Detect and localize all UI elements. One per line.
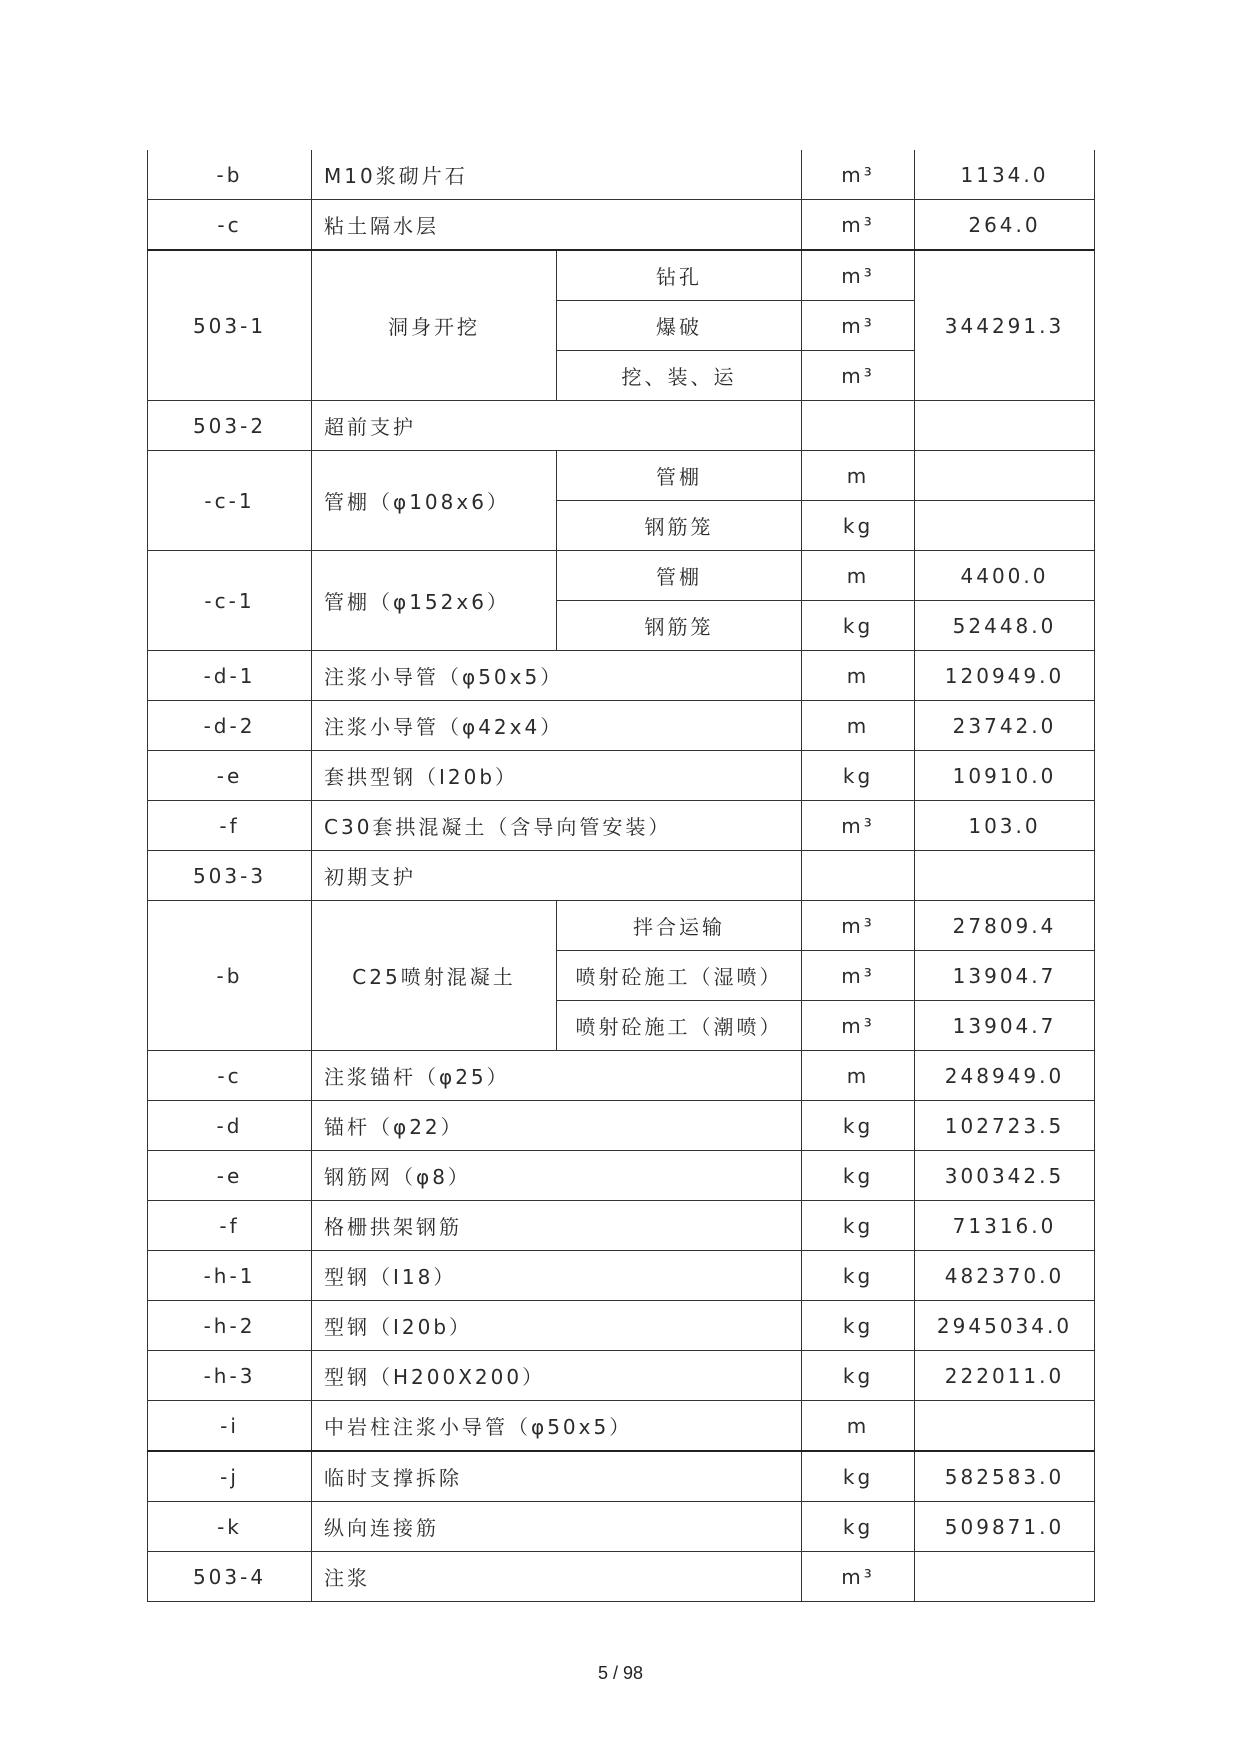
item-unit: m³ bbox=[802, 1001, 915, 1051]
item-name: 钢筋网（φ8） bbox=[312, 1151, 802, 1201]
item-unit: m³ bbox=[802, 901, 915, 951]
quantity-table bbox=[147, 150, 1095, 1602]
sub-item-name: 拌合运输 bbox=[557, 901, 802, 951]
item-code: -h-1 bbox=[148, 1251, 312, 1301]
item-unit: kg bbox=[802, 751, 915, 801]
item-name: 超前支护 bbox=[312, 401, 802, 451]
table-row bbox=[148, 200, 1095, 251]
item-code: 503-1 bbox=[148, 250, 312, 401]
item-code: -f bbox=[148, 1201, 312, 1251]
table-row bbox=[148, 1401, 1095, 1452]
item-quantity bbox=[915, 401, 1095, 451]
item-code: -c bbox=[148, 200, 312, 251]
sub-item-name: 爆破 bbox=[557, 301, 802, 351]
item-name: 初期支护 bbox=[312, 851, 802, 901]
item-quantity: 13904.7 bbox=[915, 951, 1095, 1001]
item-unit bbox=[802, 851, 915, 901]
item-quantity: 482370.0 bbox=[915, 1251, 1095, 1301]
item-code: -b bbox=[148, 150, 312, 200]
table-row bbox=[148, 1552, 1095, 1602]
table-row bbox=[148, 250, 1095, 301]
item-code: -c-1 bbox=[148, 451, 312, 551]
item-unit: m bbox=[802, 701, 915, 751]
item-quantity: 10910.0 bbox=[915, 751, 1095, 801]
item-unit: m bbox=[802, 651, 915, 701]
item-unit: m³ bbox=[802, 200, 915, 251]
sub-item-name: 挖、装、运 bbox=[557, 351, 802, 401]
item-unit: m bbox=[802, 1051, 915, 1101]
item-name: 管棚（φ108x6） bbox=[312, 451, 557, 551]
item-quantity: 23742.0 bbox=[915, 701, 1095, 751]
item-quantity: 1134.0 bbox=[915, 150, 1095, 200]
item-unit: m bbox=[802, 451, 915, 501]
table-row bbox=[148, 851, 1095, 901]
item-name: C25喷射混凝土 bbox=[312, 901, 557, 1051]
item-name: 套拱型钢（I20b） bbox=[312, 751, 802, 801]
item-unit: kg bbox=[802, 1101, 915, 1151]
table-row bbox=[148, 1101, 1095, 1151]
table-row bbox=[148, 1301, 1095, 1351]
table-row bbox=[148, 651, 1095, 701]
item-quantity: 52448.0 bbox=[915, 601, 1095, 651]
item-code: -i bbox=[148, 1401, 312, 1452]
table-row bbox=[148, 1502, 1095, 1552]
item-unit: kg bbox=[802, 1351, 915, 1401]
item-unit: kg bbox=[802, 1502, 915, 1552]
item-name: 临时支撑拆除 bbox=[312, 1451, 802, 1502]
table-row bbox=[148, 1201, 1095, 1251]
table-row bbox=[148, 751, 1095, 801]
table-row bbox=[148, 701, 1095, 751]
item-name: M10浆砌片石 bbox=[312, 150, 802, 200]
table-row bbox=[148, 150, 1095, 200]
item-unit: m³ bbox=[802, 250, 915, 301]
item-unit: kg bbox=[802, 501, 915, 551]
item-quantity bbox=[915, 851, 1095, 901]
item-quantity: 248949.0 bbox=[915, 1051, 1095, 1101]
item-quantity: 582583.0 bbox=[915, 1451, 1095, 1502]
sub-item-name: 钢筋笼 bbox=[557, 601, 802, 651]
item-quantity: 4400.0 bbox=[915, 551, 1095, 601]
item-unit bbox=[802, 401, 915, 451]
item-quantity: 2945034.0 bbox=[915, 1301, 1095, 1351]
item-unit: kg bbox=[802, 601, 915, 651]
item-code: -b bbox=[148, 901, 312, 1051]
item-quantity: 120949.0 bbox=[915, 651, 1095, 701]
item-name: 型钢（H200X200） bbox=[312, 1351, 802, 1401]
item-name: 管棚（φ152x6） bbox=[312, 551, 557, 651]
item-quantity: 344291.3 bbox=[915, 250, 1095, 401]
table-row bbox=[148, 901, 1095, 951]
item-unit: kg bbox=[802, 1451, 915, 1502]
item-code: -d bbox=[148, 1101, 312, 1151]
table-row bbox=[148, 801, 1095, 851]
table-row bbox=[148, 1051, 1095, 1101]
item-name: 型钢（I20b） bbox=[312, 1301, 802, 1351]
item-unit: m³ bbox=[802, 1552, 915, 1602]
item-name: 格栅拱架钢筋 bbox=[312, 1201, 802, 1251]
table-row bbox=[148, 401, 1095, 451]
item-unit: kg bbox=[802, 1301, 915, 1351]
item-unit: m³ bbox=[802, 951, 915, 1001]
item-name: 注浆小导管（φ42x4） bbox=[312, 701, 802, 751]
item-name: 型钢（I18） bbox=[312, 1251, 802, 1301]
item-quantity: 71316.0 bbox=[915, 1201, 1095, 1251]
item-code: -h-3 bbox=[148, 1351, 312, 1401]
item-quantity: 222011.0 bbox=[915, 1351, 1095, 1401]
item-quantity bbox=[915, 451, 1095, 501]
item-name: 注浆小导管（φ50x5） bbox=[312, 651, 802, 701]
item-unit: m bbox=[802, 1401, 915, 1452]
table-row bbox=[148, 1351, 1095, 1401]
item-quantity bbox=[915, 1401, 1095, 1452]
item-unit: m bbox=[802, 551, 915, 601]
item-quantity bbox=[915, 501, 1095, 551]
item-code: -e bbox=[148, 751, 312, 801]
sub-item-name: 钻孔 bbox=[557, 250, 802, 301]
item-name: 中岩柱注浆小导管（φ50x5） bbox=[312, 1401, 802, 1452]
table-row bbox=[148, 1451, 1095, 1502]
sub-item-name: 管棚 bbox=[557, 551, 802, 601]
item-quantity: 27809.4 bbox=[915, 901, 1095, 951]
item-unit: kg bbox=[802, 1251, 915, 1301]
item-quantity: 102723.5 bbox=[915, 1101, 1095, 1151]
item-quantity bbox=[915, 1552, 1095, 1602]
item-code: 503-3 bbox=[148, 851, 312, 901]
table-row bbox=[148, 451, 1095, 501]
item-unit: m³ bbox=[802, 351, 915, 401]
table-row bbox=[148, 551, 1095, 601]
sub-item-name: 喷射砼施工（湿喷） bbox=[557, 951, 802, 1001]
item-unit: m³ bbox=[802, 801, 915, 851]
item-code: -c-1 bbox=[148, 551, 312, 651]
item-quantity: 13904.7 bbox=[915, 1001, 1095, 1051]
item-code: -j bbox=[148, 1451, 312, 1502]
item-unit: kg bbox=[802, 1201, 915, 1251]
item-code: 503-4 bbox=[148, 1552, 312, 1602]
item-name: 锚杆（φ22） bbox=[312, 1101, 802, 1151]
sub-item-name: 钢筋笼 bbox=[557, 501, 802, 551]
item-name: 注浆锚杆（φ25） bbox=[312, 1051, 802, 1101]
item-quantity: 103.0 bbox=[915, 801, 1095, 851]
item-code: -d-1 bbox=[148, 651, 312, 701]
page-number: 5 / 98 bbox=[597, 1663, 644, 1683]
item-code: -k bbox=[148, 1502, 312, 1552]
item-code: -d-2 bbox=[148, 701, 312, 751]
item-code: -f bbox=[148, 801, 312, 851]
item-code: 503-2 bbox=[148, 401, 312, 451]
item-name: 粘土隔水层 bbox=[312, 200, 802, 251]
item-name: C30套拱混凝土（含导向管安装） bbox=[312, 801, 802, 851]
item-unit: kg bbox=[802, 1151, 915, 1201]
item-code: -e bbox=[148, 1151, 312, 1201]
item-name: 注浆 bbox=[312, 1552, 802, 1602]
item-code: -h-2 bbox=[148, 1301, 312, 1351]
item-name: 洞身开挖 bbox=[312, 250, 557, 401]
item-code: -c bbox=[148, 1051, 312, 1101]
sub-item-name: 喷射砼施工（潮喷） bbox=[557, 1001, 802, 1051]
item-unit: m³ bbox=[802, 150, 915, 200]
table-row bbox=[148, 1251, 1095, 1301]
item-quantity: 264.0 bbox=[915, 200, 1095, 251]
item-quantity: 300342.5 bbox=[915, 1151, 1095, 1201]
item-name: 纵向连接筋 bbox=[312, 1502, 802, 1552]
item-unit: m³ bbox=[802, 301, 915, 351]
item-quantity: 509871.0 bbox=[915, 1502, 1095, 1552]
table-row bbox=[148, 1151, 1095, 1201]
sub-item-name: 管棚 bbox=[557, 451, 802, 501]
